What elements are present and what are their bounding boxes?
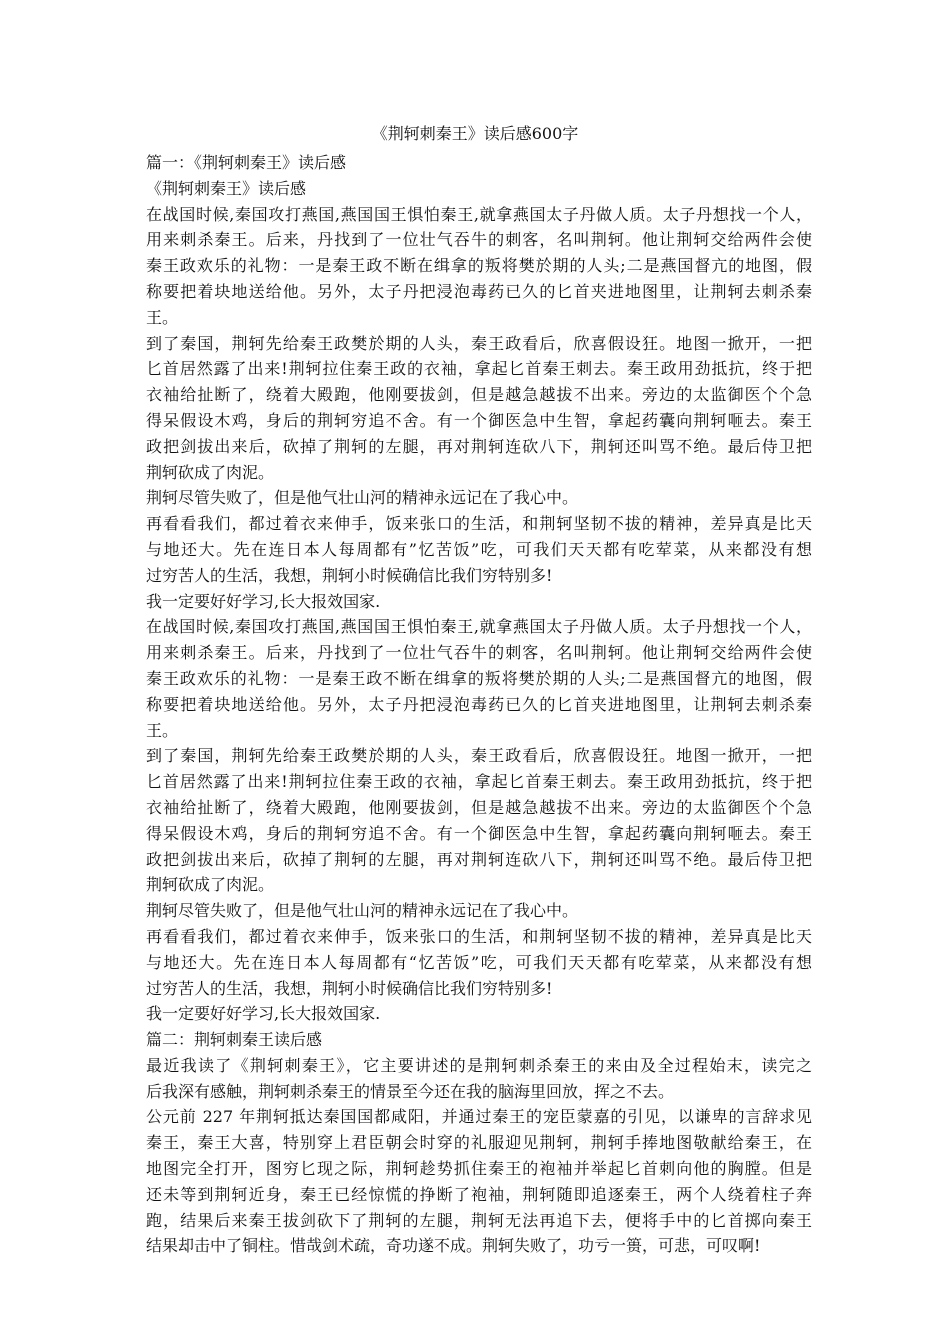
text-line: 最近我读了《荆轲刺秦王》，它主要讲述的是荆轲刺杀秦王的来由及全过程始末，读完之: [146, 1055, 812, 1075]
text-line: 得呆假设木鸡，身后的荆轲穷追不舍。有一个御医急中生智，拿起药囊向荆轲咂去。秦王: [146, 410, 812, 430]
text-line: 后我深有感触，荆轲刺杀秦王的情景至今还在我的脑海里回放，挥之不去。: [146, 1081, 675, 1101]
text-line: 公元前 227 年荆轲抵达秦国国都咸阳，并通过秦王的宠臣蒙嘉的引见，以谦卑的言辞求见: [146, 1107, 812, 1127]
text-line: 再看看我们，都过着衣来伸手，饭来张口的生活，和荆轲坚韧不拔的精神，差异真是比天: [146, 514, 812, 534]
text-line: 结果却击中了铜柱。惜哉剑术疏，奇功遂不成。荆轲失败了，功亏一篑，可悲，可叹啊!: [146, 1236, 761, 1256]
text-line: 匕首居然露了出来!荆轲拉住秦王政的衣袖，拿起匕首秦王刺去。秦王政用劲抵抗，终于把: [146, 772, 812, 792]
text-line: 到了秦国，荆轲先给秦王政樊於期的人头，秦王政看后，欣喜假设狂。地图一掀开，一把: [146, 746, 812, 766]
text-line: 政把剑拔出来后，砍掉了荆轲的左腿，再对荆轲连砍八下，荆轲还叫骂不绝。最后侍卫把: [146, 849, 812, 869]
text-line: 荆轲尽管失败了，但是他气壮山河的精神永远记在了我心中。: [146, 488, 579, 508]
text-line: 地图完全打开，图穷匕现之际，荆轲趁势抓住秦王的袍袖并举起匕首刺向他的胸膛。但是: [146, 1159, 812, 1179]
text-line: 我一定要好好学习,长大报效国家.: [146, 1004, 381, 1024]
text-line: 称要把着块地送给他。另外，太子丹把浸泡毒药已久的匕首夹进地图里，让荆轲去刺杀秦: [146, 281, 812, 301]
text-line: 匕首居然露了出来!荆轲拉住秦王政的衣袖，拿起匕首秦王刺去。秦王政用劲抵抗，终于把: [146, 359, 812, 379]
document-title: 《荆轲刺秦王》读后感600字: [371, 124, 579, 143]
text-line: 过穷苦人的生活，我想，荆轲小时候确信比我们穷特别多!: [146, 978, 553, 998]
text-line: 荆轲砍成了肉泥。: [146, 462, 275, 482]
text-line: 再看看我们，都过着衣来伸手，饭来张口的生活，和荆轲坚韧不拔的精神，差异真是比天: [146, 926, 812, 946]
text-line: 与地还大。先在连日本人每周都有”忆苦饭”吃，可我们天天都有吃荤菜，从来都没有想: [146, 539, 812, 559]
text-line: 在战国时候,秦国攻打燕国,燕国国王惧怕秦王,就拿燕国太子丹做人质。太子丹想找一个人，: [146, 617, 812, 637]
text-line: 荆轲尽管失败了，但是他气壮山河的精神永远记在了我心中。: [146, 901, 579, 921]
section-heading-2: 篇二：荆轲刺秦王读后感: [146, 1030, 323, 1050]
text-line: 王。: [146, 307, 179, 327]
text-line: 用来刺杀秦王。后来，丹找到了一位壮气吞牛的刺客，名叫荆轲。他让荆轲交给两件会使: [146, 643, 812, 663]
text-line: 衣袖给扯断了，绕着大殿跑，他刚要拔剑，但是越急越拔不出来。旁边的太监御医个个急: [146, 797, 812, 817]
section-heading-1: 篇一：《荆轲刺秦王》读后感: [146, 153, 347, 172]
text-line: 荆轲砍成了肉泥。: [146, 875, 275, 895]
text-line: 还未等到荆轲近身，秦王已经惊慌的挣断了袍袖，荆轲随即追逐秦王，两个人绕着柱子奔: [146, 1184, 812, 1204]
text-line: 跑，结果后来秦王拔剑砍下了荆轲的左腿，荆轲无法再追下去，便将手中的匕首掷向秦王: [146, 1210, 812, 1230]
text-line: 秦王，秦王大喜，特别穿上君臣朝会时穿的礼服迎见荆轲，荆轲手捧地图敬献给秦王，在: [146, 1133, 812, 1153]
text-line: 我一定要好好学习,长大报效国家.: [146, 591, 381, 611]
text-line: 衣袖给扯断了，绕着大殿跑，他刚要拔剑，但是越急越拔不出来。旁边的太监御医个个急: [146, 385, 812, 405]
text-line: 与地还大。先在连日本人每周都有“忆苦饭”吃，可我们天天都有吃荤菜，从来都没有想: [146, 952, 812, 972]
text-line: 秦王政欢乐的礼物：一是秦王政不断在缉拿的叛将樊於期的人头;二是燕国督亢的地图，假: [146, 256, 812, 276]
text-line: 政把剑拔出来后，砍掉了荆轲的左腿，再对荆轲连砍八下，荆轲还叫骂不绝。最后侍卫把: [146, 436, 812, 456]
subheading: 《荆轲刺秦王》读后感: [146, 178, 307, 198]
document-body: [146, 150, 812, 1259]
text-line: 用来刺杀秦王。后来，丹找到了一位壮气吞牛的刺客，名叫荆轲。他让荆轲交给两件会使: [146, 230, 812, 250]
text-line: 在战国时候,秦国攻打燕国,燕国国王惧怕秦王,就拿燕国太子丹做人质。太子丹想找一个人，: [146, 204, 812, 224]
text-line: 秦王政欢乐的礼物：一是秦王政不断在缉拿的叛将樊於期的人头;二是燕国督亢的地图，假: [146, 668, 812, 688]
text-line: 王。: [146, 720, 179, 740]
text-line: 称要把着块地送给他。另外，太子丹把浸泡毒药已久的匕首夹进地图里，让荆轲去刺杀秦: [146, 694, 812, 714]
text-line: 到了秦国，荆轲先给秦王政樊於期的人头，秦王政看后，欣喜假设狂。地图一掀开，一把: [146, 333, 812, 353]
text-line: 得呆假设木鸡，身后的荆轲穷追不舍。有一个御医急中生智，拿起药囊向荆轲咂去。秦王: [146, 823, 812, 843]
text-line: 过穷苦人的生活，我想，荆轲小时候确信比我们穷特别多!: [146, 565, 553, 585]
